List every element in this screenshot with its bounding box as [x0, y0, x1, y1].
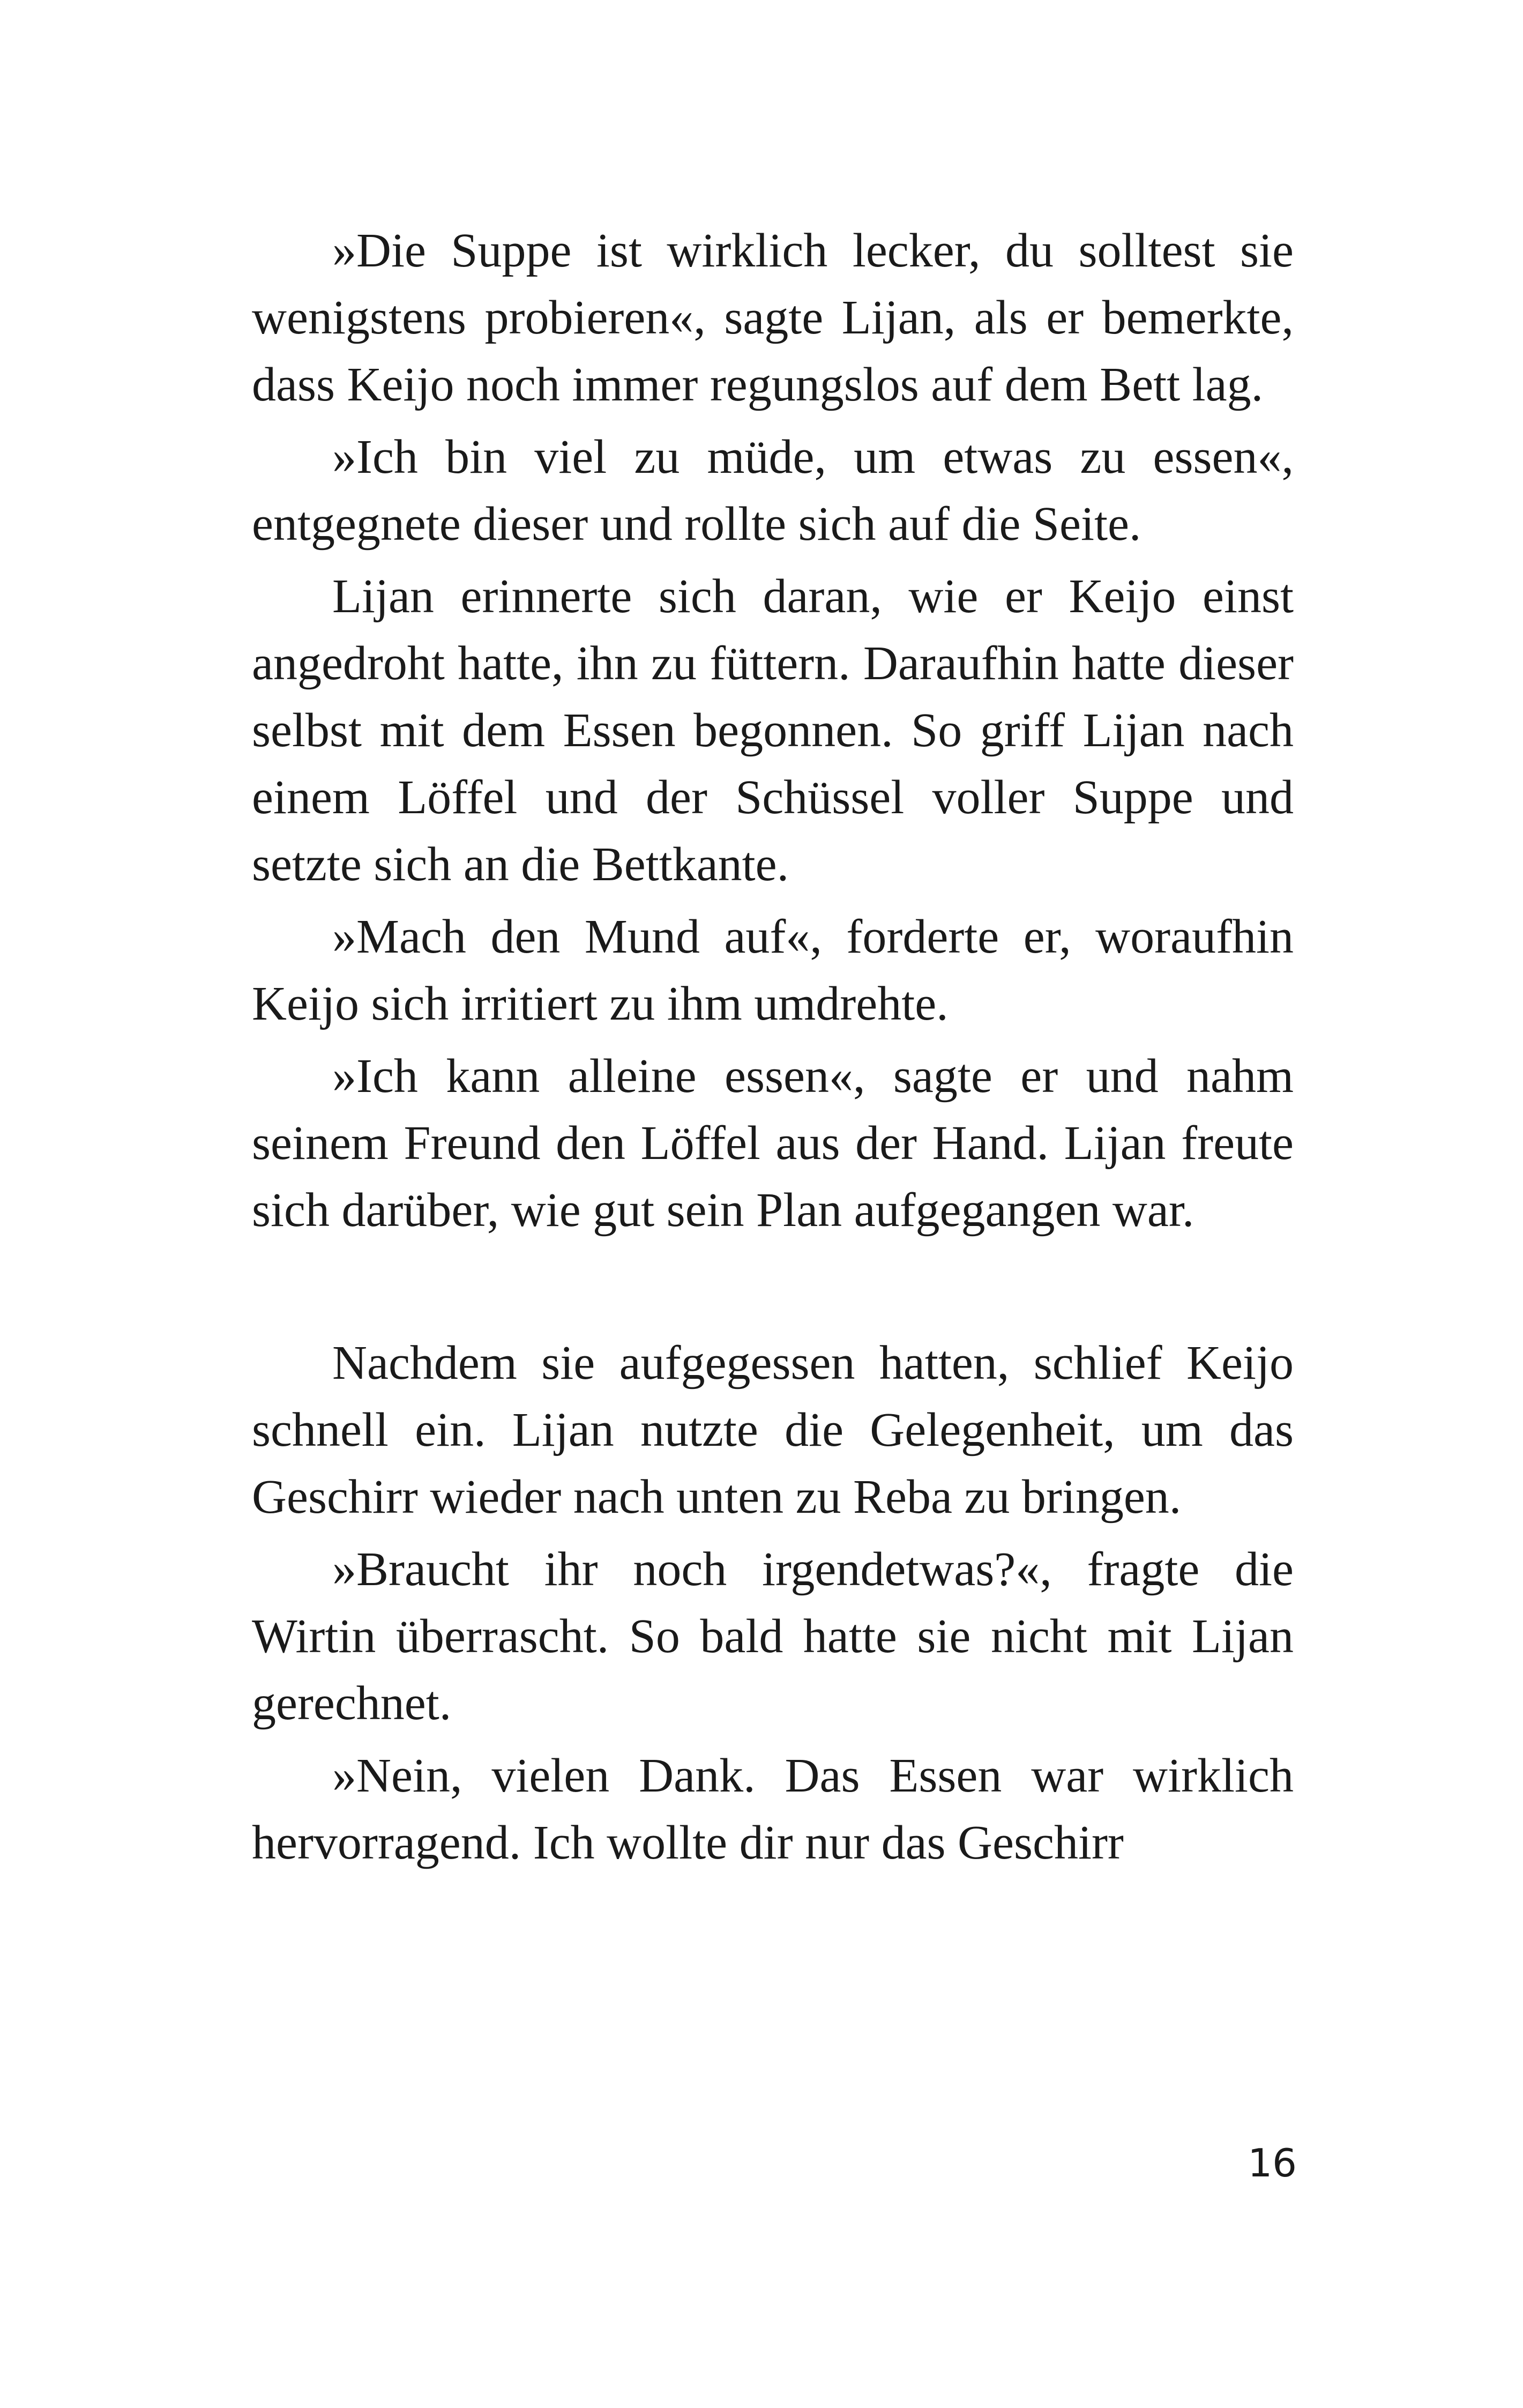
- body-text: [252, 217, 1294, 1882]
- paragraph: »Die Suppe ist wirklich lecker, du solltest sie wenigstens probieren«, sagte Lijan, als er bemerkte, dass Keijo noch immer regungslos auf dem Bett lag.: [252, 224, 1294, 411]
- page-number: 16: [1248, 2141, 1297, 2186]
- paragraph: »Ich kann alleine essen«, sagte er und nahm seinem Freund den Löffel aus der Hand. Lijan freute sich darüber, wie gut sein Plan aufgegangen war.: [252, 1050, 1294, 1237]
- scene-break: [252, 1249, 1294, 1329]
- paragraph: »Ich bin viel zu müde, um etwas zu essen«, entgegnete dieser und rollte sich auf die Seite.: [252, 430, 1294, 551]
- paragraph: »Nein, vielen Dank. Das Essen war wirklich hervorragend. Ich wollte dir nur das Geschirr: [252, 1749, 1294, 1869]
- paragraph: »Braucht ihr noch irgendetwas?«, fragte die Wirtin überrascht. So bald hatte sie nicht mit Lijan gerechnet.: [252, 1543, 1294, 1730]
- paragraph: Lijan erinnerte sich daran, wie er Keijo einst angedroht hatte, ihn zu füttern. Daraufhin hatte dieser selbst mit dem Essen begonnen. So griff Lijan nach einem Löffel und der Schüssel voller Suppe und setzte sich an die Bettkante.: [252, 570, 1294, 891]
- paragraph: Nachdem sie aufgegessen hatten, schlief Keijo schnell ein. Lijan nutzte die Gelegenheit, um das Geschirr wieder nach unten zu Reba zu bringen.: [252, 1336, 1294, 1523]
- paragraph: »Mach den Mund auf«, forderte er, woraufhin Keijo sich irritiert zu ihm umdrehte.: [252, 910, 1294, 1030]
